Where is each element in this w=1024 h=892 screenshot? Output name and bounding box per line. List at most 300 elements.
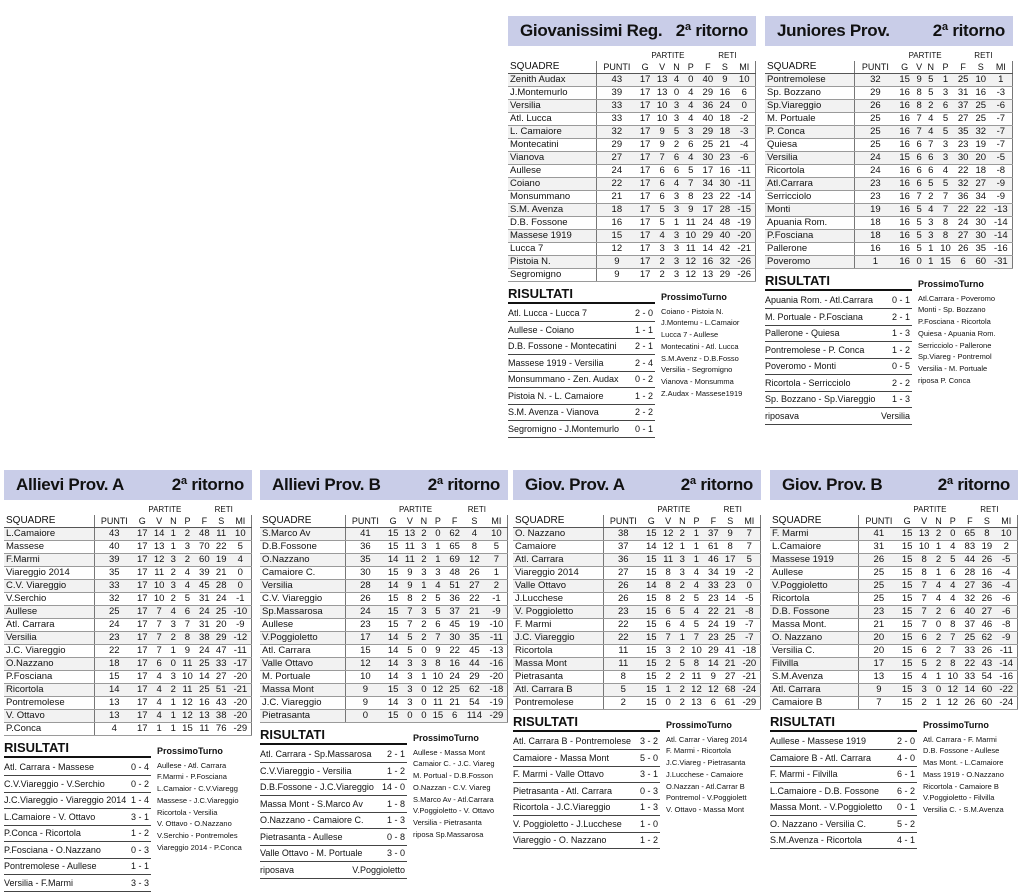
stat-s: 16: [716, 86, 733, 99]
stat-n: 2: [168, 592, 179, 605]
prossimo-turno-heading: ProssimoTurno: [923, 719, 989, 730]
stat-v: 10: [654, 112, 671, 125]
stat-g: 17: [134, 696, 151, 709]
reti-header: RETI: [214, 505, 233, 514]
team-name: Pallerone: [765, 242, 854, 255]
stat-p: 10: [682, 229, 699, 242]
stat-punti: 30: [346, 566, 385, 579]
stat-n: 3: [418, 566, 429, 579]
team-name: Pontremolese: [765, 73, 854, 86]
match-label: J.C.Viareggio - Viareggio 2014: [4, 795, 127, 806]
stat-mi: -1: [230, 592, 252, 605]
col-header-f: F: [961, 515, 978, 527]
col-header-g: G: [643, 515, 660, 527]
next-match: Sp.Viareg - Pontremol: [918, 352, 992, 362]
stat-f: 31: [196, 592, 213, 605]
stat-mi: 2: [486, 579, 508, 592]
table-row: [4, 722, 252, 735]
stat-punti: 22: [603, 618, 643, 631]
stat-punti: 26: [603, 579, 643, 592]
stat-p: 7: [430, 631, 447, 644]
stat-punti: 38: [603, 527, 643, 540]
stat-g: 16: [896, 203, 914, 216]
team-name: Atl. Carrara: [513, 553, 603, 566]
partite-header: PARTITE: [651, 51, 685, 60]
stat-p: 2: [179, 553, 196, 566]
stat-v: 11: [402, 553, 419, 566]
next-match: Atl. Carrara - F. Marmi: [923, 734, 997, 744]
next-match: V. Ottavo - Massa Mont: [666, 805, 745, 815]
result-row: [513, 783, 660, 800]
stat-p: 4: [688, 579, 705, 592]
team-name: F.Marmi: [4, 553, 94, 566]
match-score: 1 - 1: [634, 324, 653, 335]
stat-punti: 23: [854, 190, 895, 203]
panel-title-bar: [4, 470, 252, 500]
col-header-p: P: [937, 61, 955, 73]
col-header-v: V: [654, 61, 671, 73]
stat-mi: -19: [486, 696, 508, 709]
stat-s: 21: [722, 657, 739, 670]
stat-s: 114: [463, 709, 486, 722]
round-label: 2ª ritorno: [427, 475, 500, 494]
stat-g: 17: [134, 579, 151, 592]
team-name: J.C. Viareggio: [4, 644, 94, 657]
stat-punti: 43: [597, 73, 637, 86]
stat-punti: 24: [94, 618, 134, 631]
next-match: Versilia - M. Portuale: [918, 364, 988, 374]
next-match: O.Nazzan - Atl.Carrar B: [666, 781, 745, 791]
stat-v: 0: [914, 255, 925, 268]
stat-n: 3: [671, 203, 683, 216]
col-header-punti: PUNTI: [597, 61, 637, 73]
stat-s: 38: [213, 709, 230, 722]
table-row: [765, 177, 1013, 190]
stat-mi: -6: [995, 592, 1017, 605]
stat-s: 42: [716, 242, 733, 255]
stat-mi: -16: [990, 242, 1013, 255]
match-label: L.Camaiore - D.B. Fossone: [770, 785, 880, 796]
stat-v: 3: [654, 242, 671, 255]
next-match: Serricciolo - Pallerone: [918, 340, 992, 350]
table-row: [765, 112, 1013, 125]
stat-n: 1: [677, 631, 688, 644]
result-row: [508, 306, 655, 323]
stat-mi: -17: [230, 657, 252, 670]
stat-punti: 23: [603, 605, 643, 618]
table-row: [4, 657, 252, 670]
stat-g: 16: [896, 125, 914, 138]
stat-n: 1: [168, 644, 179, 657]
panel-title-bar: [770, 470, 1018, 500]
stat-punti: 32: [94, 592, 134, 605]
next-match: V.Poggioletto - V. Ottavo: [413, 806, 495, 816]
squadre-header: SQUADRE: [770, 515, 859, 527]
standings-table: [4, 504, 252, 736]
stat-g: 15: [643, 670, 660, 683]
col-header-f: F: [705, 515, 722, 527]
stat-mi: -6: [733, 151, 755, 164]
stat-s: 29: [463, 670, 486, 683]
match-label: P.Fosciana - O.Nazzano: [4, 844, 101, 855]
stat-v: 3: [402, 657, 419, 670]
round-label: 2ª ritorno: [932, 21, 1005, 40]
stat-s: 36: [978, 579, 995, 592]
team-name: L. Camaiore: [508, 125, 597, 138]
stat-n: 1: [933, 566, 945, 579]
stat-g: 17: [637, 112, 654, 125]
col-header-n: N: [933, 515, 945, 527]
col-header-punti: PUNTI: [346, 515, 385, 527]
stat-p: 7: [944, 644, 961, 657]
stat-mi: 7: [739, 527, 761, 540]
stat-punti: 19: [854, 203, 895, 216]
stat-f: 37: [446, 605, 463, 618]
stat-p: 3: [937, 138, 955, 151]
stat-p: 8: [682, 190, 699, 203]
stat-g: 17: [637, 255, 654, 268]
next-match: Ricortola - Versilia: [157, 807, 218, 817]
stat-p: 6: [937, 99, 955, 112]
match-label: Viareggio - O. Nazzano: [513, 835, 607, 846]
table-row: [770, 618, 1018, 631]
result-row: [508, 421, 655, 438]
stat-s: 22: [716, 190, 733, 203]
match-label: Poveromo - Monti: [765, 361, 837, 372]
squadre-header: SQUADRE: [4, 515, 94, 527]
stat-mi: -7: [739, 631, 761, 644]
stat-s: 19: [978, 540, 995, 553]
stat-s: 32: [972, 125, 990, 138]
match-score: 0 - 2: [130, 778, 149, 789]
stat-f: 38: [196, 631, 213, 644]
squadre-header: SQUADRE: [260, 515, 346, 527]
stat-v: 7: [151, 618, 168, 631]
table-row: [260, 618, 508, 631]
stat-punti: 24: [346, 605, 385, 618]
table-row: [765, 242, 1013, 255]
result-row: [260, 747, 407, 764]
stat-punti: 24: [854, 151, 895, 164]
stat-p: 4: [688, 605, 705, 618]
results-section: [513, 714, 761, 850]
stat-s: 60: [978, 696, 995, 709]
stat-p: 8: [944, 618, 961, 631]
col-header-p: P: [682, 61, 699, 73]
stat-mi: 10: [995, 527, 1017, 540]
stat-s: 21: [213, 566, 230, 579]
stat-punti: 29: [597, 138, 637, 151]
stat-v: 6: [916, 644, 933, 657]
stat-g: 17: [134, 527, 151, 540]
stat-v: 8: [402, 592, 419, 605]
stat-f: 22: [961, 657, 978, 670]
stat-mi: -11: [230, 644, 252, 657]
standings-table: [508, 50, 756, 282]
match-label: F. Marmi - Valle Ottavo: [513, 769, 604, 780]
next-match: Pontremol - V.Poggiolett: [666, 793, 747, 803]
stat-s: 40: [716, 229, 733, 242]
match-label: Atl. Carrara - Sp.Massarosa: [260, 749, 372, 760]
stat-f: 23: [699, 190, 716, 203]
table-row: [4, 683, 252, 696]
result-row: [765, 408, 912, 425]
table-row: [770, 566, 1018, 579]
stat-g: 15: [899, 605, 916, 618]
result-row: [260, 829, 407, 846]
stat-f: 25: [961, 631, 978, 644]
match-score: 1 - 2: [386, 765, 405, 776]
stat-g: 14: [643, 579, 660, 592]
stat-g: 17: [134, 657, 151, 670]
team-name: P.Fosciana: [4, 670, 94, 683]
stat-punti: 15: [346, 644, 385, 657]
stat-v: 4: [916, 670, 933, 683]
stat-s: 11: [213, 527, 230, 540]
next-match: Atl.Carrara - Poveromo: [918, 293, 996, 303]
stat-p: 0: [944, 527, 961, 540]
next-match: Mas Mont. - L.Camaiore: [923, 758, 1004, 768]
stat-p: 5: [688, 618, 705, 631]
stat-v: 6: [914, 138, 925, 151]
stat-g: 15: [899, 566, 916, 579]
partite-header: PARTITE: [908, 51, 942, 60]
stat-f: 36: [699, 99, 716, 112]
stat-s: 62: [463, 683, 486, 696]
stat-mi: -8: [995, 618, 1017, 631]
team-name: Viareggio 2014: [4, 566, 94, 579]
stat-f: 65: [961, 527, 978, 540]
stat-p: 5: [179, 592, 196, 605]
stat-f: 24: [196, 605, 213, 618]
panel-title-bar: [765, 16, 1013, 46]
table-row: [770, 631, 1018, 644]
match-score: 3 - 3: [130, 877, 149, 888]
next-round-list: [917, 714, 1018, 850]
stat-p: 5: [430, 592, 447, 605]
result-row: [260, 763, 407, 780]
stat-g: 15: [899, 553, 916, 566]
match-label: Camaiore B - Atl. Carrara: [770, 752, 872, 763]
stat-v: 7: [660, 631, 677, 644]
team-name: Camaiore: [513, 540, 603, 553]
col-header-mi: MI: [486, 515, 508, 527]
stat-p: 5: [430, 605, 447, 618]
stat-s: 60: [972, 255, 990, 268]
table-row: [770, 540, 1018, 553]
stat-f: 23: [705, 592, 722, 605]
stat-s: 14: [722, 592, 739, 605]
match-score: 1 - 3: [891, 394, 910, 405]
stat-punti: 35: [346, 553, 385, 566]
match-label: Pallerone - Quiesa: [765, 328, 840, 339]
standings-table: [765, 50, 1013, 269]
match-label: riposava: [765, 410, 800, 421]
result-row: [770, 816, 917, 833]
stat-v: 11: [151, 566, 168, 579]
team-name: Coiano: [508, 177, 597, 190]
stat-p: 6: [179, 605, 196, 618]
stat-s: 21: [716, 138, 733, 151]
stat-g: 17: [637, 242, 654, 255]
stat-n: 1: [168, 696, 179, 709]
team-name: O. Nazzano: [770, 631, 859, 644]
stat-punti: 13: [94, 709, 134, 722]
team-name: Pontremolese: [513, 696, 603, 709]
stat-mi: -24: [739, 683, 761, 696]
stat-v: 5: [914, 229, 925, 242]
stat-s: 8: [978, 527, 995, 540]
stat-g: 15: [385, 527, 402, 540]
panel-allievi-prov-b: [260, 470, 508, 879]
stat-punti: 9: [597, 255, 637, 268]
stat-p: 4: [688, 566, 705, 579]
stat-s: 61: [722, 696, 739, 709]
stat-s: 20: [213, 618, 230, 631]
stat-f: 37: [961, 618, 978, 631]
stat-punti: 26: [859, 553, 899, 566]
stat-g: 15: [896, 73, 914, 86]
match-label: C.V.Viareggio - V.Serchio: [4, 778, 105, 789]
result-row: [260, 846, 407, 863]
stat-n: 4: [933, 579, 945, 592]
stat-s: 25: [972, 112, 990, 125]
stat-punti: 25: [854, 125, 895, 138]
stat-p: 12: [682, 268, 699, 281]
stat-g: 16: [896, 177, 914, 190]
col-header-s: S: [722, 515, 739, 527]
match-score: 1 - 2: [639, 835, 658, 846]
team-name: Pietrasanta: [513, 670, 603, 683]
stat-s: 23: [716, 151, 733, 164]
stat-punti: 14: [94, 683, 134, 696]
stat-v: 3: [660, 644, 677, 657]
table-row: [765, 229, 1013, 242]
stat-mi: 0: [230, 579, 252, 592]
stat-p: 10: [430, 670, 447, 683]
stat-p: 15: [937, 255, 955, 268]
stat-v: 4: [654, 229, 671, 242]
stat-n: 4: [925, 125, 937, 138]
stat-g: 14: [385, 631, 402, 644]
next-match: D.B. Fossone - Aullese: [923, 746, 1000, 756]
stat-v: 10: [916, 540, 933, 553]
stat-n: 5: [925, 177, 937, 190]
team-name: Aullese: [4, 605, 94, 618]
stat-f: 32: [961, 592, 978, 605]
stat-n: 3: [168, 553, 179, 566]
stat-mi: -11: [733, 164, 755, 177]
stat-s: 60: [978, 683, 995, 696]
stat-punti: 32: [597, 125, 637, 138]
risultati-heading: RISULTATI: [513, 714, 660, 732]
stat-punti: 18: [597, 203, 637, 216]
stat-f: 27: [954, 112, 972, 125]
stat-f: 29: [699, 86, 716, 99]
stat-punti: 9: [346, 683, 385, 696]
stat-punti: 11: [603, 657, 643, 670]
stat-mi: -14: [990, 216, 1013, 229]
reti-header: RETI: [467, 505, 486, 514]
next-match: S.M.Avenz - D.B.Fosso: [661, 353, 739, 363]
result-row: [260, 862, 407, 879]
stat-f: 24: [705, 618, 722, 631]
stat-n: 3: [418, 605, 429, 618]
stat-v: 6: [654, 190, 671, 203]
risultati-heading: RISULTATI: [508, 286, 655, 304]
next-match: J.C.Viareg - Pietrasanta: [666, 758, 746, 768]
stat-p: 5: [937, 125, 955, 138]
col-header-p: P: [944, 515, 961, 527]
table-row: [4, 696, 252, 709]
stat-v: 6: [660, 618, 677, 631]
stat-punti: 20: [859, 644, 899, 657]
stat-g: 15: [385, 605, 402, 618]
result-row: [765, 342, 912, 359]
col-header-p: P: [179, 515, 196, 527]
stat-mi: -6: [990, 99, 1013, 112]
stat-mi: -5: [995, 553, 1017, 566]
match-label: D.B.Fossone - J.C.Viareggio: [260, 782, 374, 793]
stat-f: 45: [196, 579, 213, 592]
stat-g: 15: [899, 670, 916, 683]
stat-s: 29: [716, 268, 733, 281]
stat-mi: 5: [230, 540, 252, 553]
stat-s: 48: [716, 216, 733, 229]
standings-table: [770, 504, 1018, 710]
col-header-g: G: [134, 515, 151, 527]
team-name: J.Montemurlo: [508, 86, 597, 99]
team-name: V. Ottavo: [4, 709, 94, 722]
stat-s: 47: [213, 644, 230, 657]
next-match: Montecatini - Atl. Lucca: [661, 341, 739, 351]
stat-mi: -14: [995, 657, 1017, 670]
stat-punti: 4: [94, 722, 134, 735]
stat-f: 70: [196, 540, 213, 553]
stat-f: 30: [446, 631, 463, 644]
stat-g: 14: [385, 670, 402, 683]
match-score: 0 - 5: [891, 361, 910, 372]
stat-mi: -8: [990, 164, 1013, 177]
table-row: [4, 540, 252, 553]
stat-s: 18: [716, 112, 733, 125]
team-name: Aullese: [508, 164, 597, 177]
stat-v: 5: [916, 657, 933, 670]
table-row: [260, 566, 508, 579]
stat-g: 17: [134, 631, 151, 644]
table-row: [260, 709, 508, 722]
stat-s: 25: [972, 99, 990, 112]
stat-f: 48: [446, 566, 463, 579]
stat-punti: 16: [597, 216, 637, 229]
stat-f: 40: [699, 112, 716, 125]
stat-punti: 8: [603, 670, 643, 683]
stat-p: 11: [682, 242, 699, 255]
stat-p: 15: [179, 722, 196, 735]
stat-n: 1: [933, 696, 945, 709]
next-match: O.Nazzan - C.V. Viareg: [413, 782, 491, 792]
team-name: J.C. Viareggio: [513, 631, 603, 644]
stat-mi: 7: [486, 553, 508, 566]
stat-p: 3: [430, 566, 447, 579]
round-label: 2ª ritorno: [675, 21, 748, 40]
stat-punti: 28: [346, 579, 385, 592]
table-row: [260, 657, 508, 670]
stat-punti: 33: [94, 579, 134, 592]
stat-mi: -4: [995, 579, 1017, 592]
team-name: Apuania Rom.: [765, 216, 854, 229]
reti-header: RETI: [718, 51, 737, 60]
